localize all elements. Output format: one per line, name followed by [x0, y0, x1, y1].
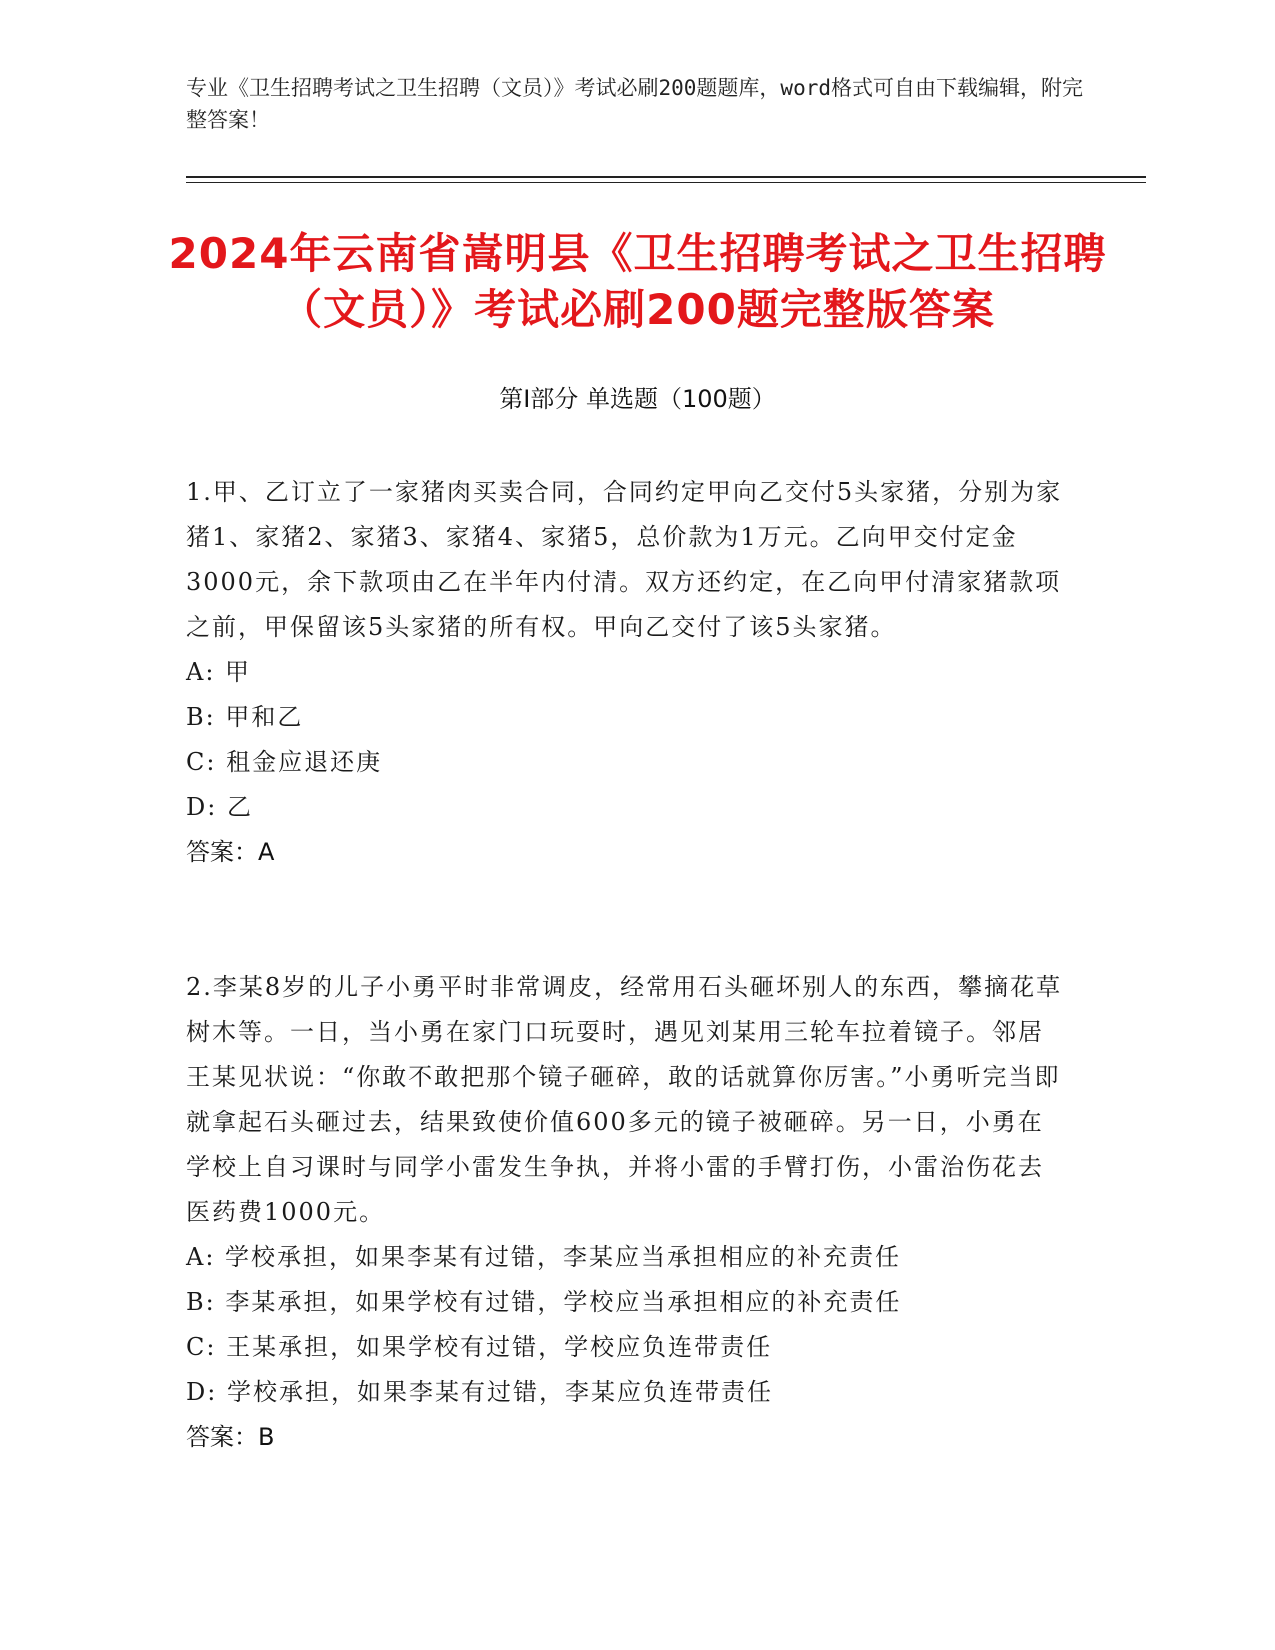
option-b: B: 甲和乙 [186, 703, 304, 731]
option-c: C: 租金应退还庚 [186, 748, 383, 776]
header-divider-thick [186, 176, 1146, 178]
question-stem: 1.甲、乙订立了一家猪肉买卖合同，合同约定甲向乙交付5头家猪，分别为家猪1、家猪2、家猪3、家猪4、家猪5，总价款为1万元。乙向甲交付定金3000元，余下款项由乙在半年内付清。双方还约定，在乙向甲付清家猪款项之前，甲保留该5头家猪的所有权。甲向乙交付了该5头家猪。 [186, 478, 1063, 641]
document-title: 2024年云南省嵩明县《卫生招聘考试之卫生招聘（文员）》考试必刷200题完整版答案 [168, 229, 1107, 334]
option-c: C: 王某承担，如果学校有过错，学校应负连带责任 [186, 1333, 773, 1361]
option-a: A: 学校承担，如果李某有过错，李某应当承担相应的补充责任 [186, 1243, 902, 1271]
option-d: D: 乙 [186, 793, 253, 821]
option-b: B: 李某承担，如果学校有过错，学校应当承担相应的补充责任 [186, 1288, 902, 1316]
section-heading: 第Ⅰ部分 单选题（100题） [499, 385, 776, 413]
answer: 答案：B [186, 1423, 275, 1451]
question-1 [186, 470, 1066, 875]
header-divider-thin [186, 182, 1146, 183]
question-stem: 2.李某8岁的儿子小勇平时非常调皮，经常用石头砸坏别人的东西，攀摘花草树木等。一日，当小勇在家门口玩耍时，遇见刘某用三轮车拉着镜子。邻居王某见状说：“你敢不敢把那个镜子砸碎，敢的话就算你厉害。”小勇听完当即就拿起石头砸过去，结果致使价值600多元的镜子被砸碎。另一日，小勇在学校上自习课时与同学小雷发生争执，并将小雷的手臂打伤，小雷治伤花去医药费1000元。 [186, 973, 1063, 1226]
option-a: A: 甲 [186, 658, 252, 686]
header-note: 专业《卫生招聘考试之卫生招聘（文员）》考试必刷200题题库，word格式可自由下载编辑，附完整答案！ [186, 76, 1083, 132]
question-2 [186, 965, 1066, 1460]
answer: 答案：A [186, 838, 275, 866]
option-d: D: 学校承担，如果李某有过错，李某应负连带责任 [186, 1378, 773, 1406]
